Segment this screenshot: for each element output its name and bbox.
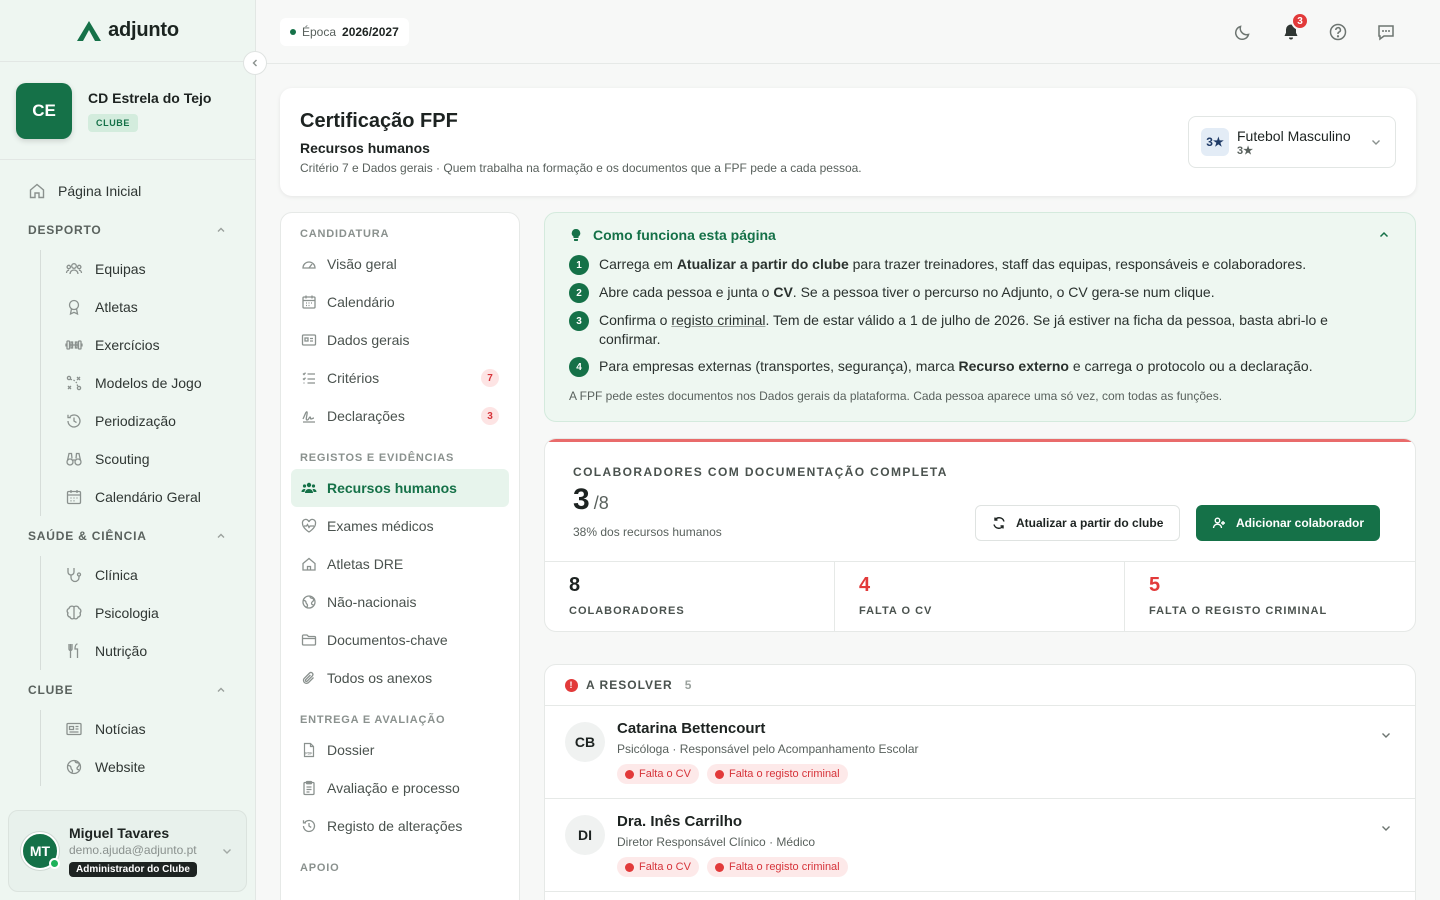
nav-item-visao-geral[interactable] <box>291 245 509 283</box>
button-label: Atualizar a partir do clube <box>1016 516 1164 530</box>
nav-item-label: Declarações <box>327 408 405 424</box>
steps-list <box>569 255 1391 377</box>
nav-item-label: Avaliação e processo <box>327 780 460 796</box>
to-resolve-list <box>544 664 1416 900</box>
nav-item-nao-nacionais[interactable] <box>291 583 509 621</box>
nav-item-label: Dados gerais <box>327 332 410 348</box>
step-text-part: para trazer treinadores, staff das equipas, responsáveis e colaboradores. <box>848 256 1307 272</box>
step-number: 4 <box>569 357 589 377</box>
step-number: 3 <box>569 311 589 331</box>
step-item <box>569 255 1391 275</box>
stat-collaborators <box>545 562 835 632</box>
nav-group-title: CANDIDATURA <box>300 228 390 240</box>
clube-items <box>40 710 243 786</box>
tag-label: Falta o CV <box>639 768 691 780</box>
clipboard-icon <box>301 780 317 796</box>
sidebar-item-label: Clínica <box>95 567 138 583</box>
theme-toggle-button[interactable] <box>1233 22 1253 42</box>
section-title: CLUBE <box>28 683 74 697</box>
nav-group-title: APOIO <box>300 862 340 874</box>
step-text-part: Para empresas externas (transportes, segurança), marca <box>599 358 959 374</box>
team-icon <box>65 260 83 278</box>
club-badge: CLUBE <box>88 114 138 132</box>
stats-cells <box>545 561 1416 632</box>
stethoscope-icon <box>65 566 83 584</box>
chevron-down-icon[interactable] <box>1379 821 1393 835</box>
user-avatar <box>21 832 59 870</box>
nav-item-label: Calendário <box>327 294 395 310</box>
user-role-badge: Administrador do Clube <box>69 862 197 877</box>
user-menu[interactable] <box>8 810 247 892</box>
saude-items <box>40 556 243 670</box>
step-text <box>599 283 1215 303</box>
person-roles: Diretor Responsável Clínico · Médico <box>617 835 816 849</box>
nav-item-label: Documentos-chave <box>327 632 448 648</box>
nav-item-avaliacao[interactable] <box>291 769 509 807</box>
sidebar-item-nutricao[interactable] <box>53 632 243 670</box>
club-card[interactable] <box>0 62 255 160</box>
calendar-icon <box>65 488 83 506</box>
history-icon <box>301 818 317 834</box>
sidebar-item-label: Psicologia <box>95 605 159 621</box>
app-logo[interactable] <box>0 0 255 62</box>
app-name: adjunto <box>108 19 179 41</box>
sidebar-item-modelos[interactable] <box>53 364 243 402</box>
stat-missing-criminal-record <box>1125 562 1415 632</box>
add-collaborator-button[interactable] <box>1196 505 1380 541</box>
page-title: Certificação FPF <box>300 110 458 132</box>
gauge-icon <box>301 256 317 272</box>
nav-item-criterios[interactable] <box>291 359 509 397</box>
messages-button[interactable] <box>1376 22 1396 42</box>
nav-item-calendario[interactable] <box>291 283 509 321</box>
documentation-stats-card <box>544 438 1416 632</box>
alert-dot-icon <box>625 863 634 872</box>
nav-item-declaracoes[interactable] <box>291 397 509 435</box>
chevron-up-icon <box>215 684 227 696</box>
club-name: CD Estrela do Tejo <box>88 89 212 106</box>
sidebar-item-label: Página Inicial <box>58 183 142 199</box>
sidebar-item-website[interactable] <box>53 748 243 786</box>
person-tags <box>617 764 848 784</box>
sidebar-item-equipas[interactable] <box>53 250 243 288</box>
person-avatar: CB <box>565 722 605 762</box>
stat-label: COLABORADORES <box>569 605 685 617</box>
sidebar <box>0 0 256 900</box>
sidebar-item-noticias[interactable] <box>53 710 243 748</box>
brain-icon <box>65 604 83 622</box>
lightbulb-icon <box>569 228 583 242</box>
missing-tag <box>617 857 699 877</box>
chevron-down-icon <box>1369 135 1383 149</box>
user-email: demo.ajuda@adjunto.pt <box>69 843 197 857</box>
team-selector[interactable] <box>1188 116 1396 168</box>
nav-item-label: Atletas DRE <box>327 556 404 572</box>
alert-dot-icon <box>715 770 724 779</box>
person-name: Dra. Inês Carrilho <box>617 813 743 830</box>
sidebar-item-label: Periodização <box>95 413 176 429</box>
top-bar <box>256 0 1440 64</box>
team-level-badge: 3★ <box>1201 128 1229 156</box>
cutlery-icon <box>65 642 83 660</box>
section-saude[interactable] <box>12 516 243 556</box>
chevron-up-icon <box>1377 228 1391 242</box>
status-accent-line <box>545 439 1415 442</box>
globe-icon <box>301 594 317 610</box>
count-badge: 3 <box>481 407 499 425</box>
step-text <box>599 311 1391 349</box>
section-desporto[interactable] <box>12 210 243 250</box>
step-text-part: Abre cada pessoa e junta o <box>599 284 774 300</box>
tag-label: Falta o CV <box>639 861 691 873</box>
nav-item-todos-anexos[interactable] <box>291 659 509 697</box>
sidebar-item-home[interactable] <box>12 172 243 210</box>
step-highlight: Recurso externo <box>958 358 1069 374</box>
sidebar-item-label: Equipas <box>95 261 146 277</box>
chevron-left-icon <box>249 57 261 69</box>
sidebar-item-exercicios[interactable] <box>53 326 243 364</box>
step-text-part: Confirma o <box>599 312 672 328</box>
complete-count <box>573 483 609 517</box>
sidebar-item-label: Website <box>95 759 146 775</box>
nav-item-recursos-humanos[interactable] <box>291 469 509 507</box>
certification-nav <box>280 212 520 900</box>
sidebar-item-periodizacao[interactable] <box>53 402 243 440</box>
team-name: Futebol Masculino <box>1237 127 1351 144</box>
person-row[interactable] <box>545 706 1415 799</box>
sidebar-item-label: Atletas <box>95 299 138 315</box>
missing-tag <box>617 764 699 784</box>
refresh-from-club-button[interactable] <box>975 505 1180 541</box>
online-indicator <box>49 858 60 869</box>
count-badge: 7 <box>481 369 499 387</box>
sidebar-item-psicologia[interactable] <box>53 594 243 632</box>
globe-icon <box>65 758 83 776</box>
sidebar-item-label: Nutrição <box>95 643 148 659</box>
moon-icon <box>1233 22 1253 42</box>
how-it-works-panel <box>544 212 1416 422</box>
sidebar-item-scouting[interactable] <box>53 440 243 478</box>
step-text-part: . Tem de estar válido a 1 de julho de 2026. Se já estiver na ficha da pessoa, basta abri-lo e confirmar. <box>599 312 1328 347</box>
season-value: 2026/2027 <box>342 25 399 39</box>
alert-icon: ! <box>565 679 578 692</box>
tag-label: Falta o registo criminal <box>728 861 840 873</box>
tactics-icon <box>65 374 83 392</box>
main-nav <box>0 160 255 786</box>
nav-item-label: Exames médicos <box>327 518 434 534</box>
nav-item-documentos-chave[interactable] <box>291 621 509 659</box>
stat-value: 4 <box>859 574 871 596</box>
how-it-works-header[interactable] <box>569 227 1391 243</box>
complete-value: 3 <box>573 483 590 516</box>
binoculars-icon <box>65 450 83 468</box>
percent-text: 38% dos recursos humanos <box>573 525 722 539</box>
signature-icon <box>301 408 317 424</box>
person-roles: Psicóloga · Responsável pelo Acompanhamento Escolar <box>617 742 919 756</box>
page-subtitle: Recursos humanos <box>300 140 430 156</box>
chat-icon <box>1376 22 1396 42</box>
paperclip-icon <box>301 670 317 686</box>
missing-tag <box>707 857 848 877</box>
people-icon <box>301 480 317 496</box>
id-card-icon <box>301 332 317 348</box>
nav-group-title: REGISTOS E EVIDÊNCIAS <box>300 452 455 464</box>
sidebar-item-label: Modelos de Jogo <box>95 375 202 391</box>
sidebar-item-label: Scouting <box>95 451 150 467</box>
section-title: DESPORTO <box>28 223 102 237</box>
step-text-part: Carrega em <box>599 256 677 272</box>
step-text-part: . Se a pessoa tiver o percurso no Adjunto, o CV gera-se num clique. <box>792 284 1215 300</box>
nav-item-atletas-dre[interactable] <box>291 545 509 583</box>
heart-pulse-icon <box>301 518 317 534</box>
nav-item-label: Visão geral <box>327 256 397 272</box>
button-label: Adicionar colaborador <box>1236 516 1365 530</box>
missing-tag <box>707 764 848 784</box>
step-highlight: Atualizar a partir do clube <box>676 256 849 272</box>
step-text-part: e carrega o protocolo ou a declaração. <box>1068 358 1313 374</box>
step-item <box>569 357 1391 377</box>
svg-text:PDF: PDF <box>305 751 313 756</box>
nav-item-label: Recursos humanos <box>327 480 457 496</box>
stat-label: FALTA O CV <box>859 605 933 617</box>
nav-item-label: Todos os anexos <box>327 670 433 686</box>
chevron-down-icon[interactable] <box>1379 728 1393 742</box>
stat-value: 5 <box>1149 574 1161 596</box>
step-number: 2 <box>569 283 589 303</box>
user-initials: MT <box>29 843 51 859</box>
chevron-up-icon <box>215 530 227 542</box>
person-row[interactable] <box>545 799 1415 892</box>
stats-label: COLABORADORES COM DOCUMENTAÇÃO COMPLETA <box>573 465 948 479</box>
section-clube[interactable] <box>12 670 243 710</box>
step-highlight: CV <box>773 284 793 300</box>
history-icon <box>65 412 83 430</box>
nav-item-label: Dossier <box>327 742 375 758</box>
person-tags <box>617 857 848 877</box>
calendar-icon <box>301 294 317 310</box>
sidebar-item-label: Notícias <box>95 721 146 737</box>
logo-mark-icon <box>76 20 102 42</box>
section-title: SAÚDE & CIÊNCIA <box>28 529 147 543</box>
chevron-up-icon <box>215 224 227 236</box>
stat-missing-cv <box>835 562 1125 632</box>
folder-icon <box>301 632 317 648</box>
alert-dot-icon <box>625 770 634 779</box>
nav-item-registo-alteracoes[interactable] <box>291 807 509 845</box>
step-number: 1 <box>569 255 589 275</box>
total-value: /8 <box>593 493 609 513</box>
user-name: Miguel Tavares <box>69 825 170 841</box>
status-dot <box>290 29 296 35</box>
sidebar-item-label: Exercícios <box>95 337 160 353</box>
home-icon <box>28 182 46 200</box>
alert-dot-icon <box>715 863 724 872</box>
nav-item-label: Critérios <box>327 370 380 386</box>
step-item <box>569 283 1391 303</box>
sidebar-item-clinica[interactable] <box>53 556 243 594</box>
nav-item-label: Não-nacionais <box>327 594 417 610</box>
sidebar-item-label: Calendário Geral <box>95 489 201 505</box>
help-button[interactable] <box>1328 22 1348 42</box>
how-it-works-note: A FPF pede estes documentos nos Dados gerais da plataforma. Cada pessoa aparece uma só vez, com todas as funções. <box>569 389 1223 403</box>
list-check-icon <box>301 370 317 386</box>
refresh-icon <box>992 516 1006 530</box>
nav-group-title: ENTREGA E AVALIAÇÃO <box>300 714 446 726</box>
season-selector[interactable] <box>280 18 409 46</box>
newspaper-icon <box>65 720 83 738</box>
to-resolve-count: 5 <box>684 678 693 692</box>
registo-criminal-link[interactable]: registo criminal <box>671 312 766 328</box>
nav-item-exames-medicos[interactable] <box>291 507 509 545</box>
page-description: Critério 7 e Dados gerais · Quem trabalha na formação e os documentos que a FPF pede a cada pessoa. <box>300 161 862 175</box>
nav-item-dossier[interactable] <box>291 731 509 769</box>
team-rating: 3★ <box>1237 144 1253 157</box>
person-name: Catarina Bettencourt <box>617 720 766 737</box>
to-resolve-title: A RESOLVER <box>586 678 673 692</box>
desporto-items <box>40 250 243 516</box>
notification-count-badge: 3 <box>1291 12 1309 30</box>
to-resolve-header <box>545 665 1415 706</box>
stat-label: FALTA O REGISTO CRIMINAL <box>1149 605 1328 617</box>
how-it-works-title: Como funciona esta página <box>593 227 776 243</box>
add-user-icon <box>1212 516 1226 530</box>
nav-item-dados-gerais[interactable] <box>291 321 509 359</box>
sidebar-item-calendario-geral[interactable] <box>53 478 243 516</box>
club-avatar: CE <box>16 83 72 139</box>
help-icon <box>1328 22 1348 42</box>
dumbbell-icon <box>65 336 83 354</box>
step-text <box>599 357 1313 377</box>
step-text <box>599 255 1306 275</box>
pdf-icon <box>301 742 317 758</box>
collapse-sidebar-button[interactable] <box>243 51 267 75</box>
stat-value: 8 <box>569 574 581 596</box>
person-avatar: DI <box>565 815 605 855</box>
medal-icon <box>65 298 83 316</box>
chevron-down-icon <box>220 844 234 858</box>
nav-item-label: Registo de alterações <box>327 818 463 834</box>
season-label: Época <box>302 25 337 39</box>
page-header <box>280 88 1416 196</box>
house-icon <box>301 556 317 572</box>
sidebar-item-atletas[interactable] <box>53 288 243 326</box>
step-item <box>569 311 1391 349</box>
tag-label: Falta o registo criminal <box>728 768 840 780</box>
